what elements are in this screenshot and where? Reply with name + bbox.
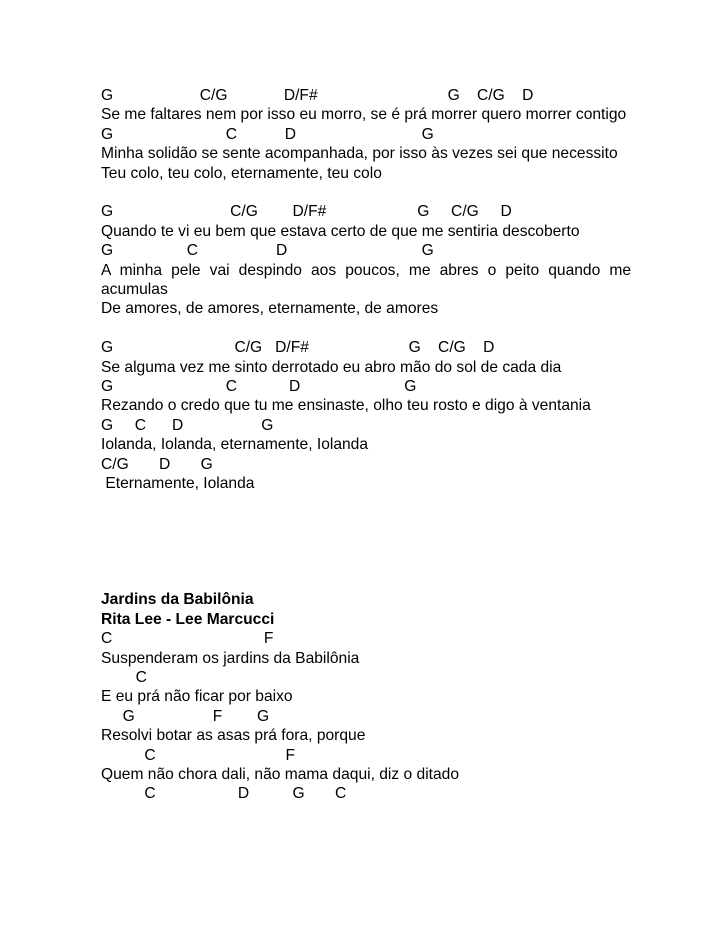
chord-line: G C D G	[101, 242, 434, 260]
chord-line: G C/G D/F# G C/G D	[101, 203, 512, 221]
song-authors: Rita Lee - Lee Marcucci	[101, 610, 275, 628]
chord-line: C/G D G	[101, 455, 213, 473]
chord-line: G C D G	[101, 125, 434, 143]
chord-line: G F G	[101, 707, 270, 725]
lyric-line: Se alguma vez me sinto derrotado eu abro mão do sol de cada dia	[101, 358, 562, 376]
lyric-line: Eternamente, Iolanda	[101, 474, 255, 492]
lyric-line: Iolanda, Iolanda, eternamente, Iolanda	[101, 436, 369, 454]
lyric-line: Se me faltares nem por isso eu morro, se é prá morrer quero morrer contigo	[101, 106, 627, 124]
lyric-line: Resolvi botar as asas prá fora, porque	[101, 727, 366, 745]
chord-line: G C D G	[101, 377, 417, 395]
blank-line	[101, 319, 631, 338]
lyric-line: Suspenderam os jardins da Babilônia	[101, 649, 360, 667]
lyric-line: Quando te vi eu bem que estava certo de que me sentiria descoberto	[101, 222, 580, 240]
chord-line: C D G C	[101, 785, 347, 803]
chord-line: G C/G D/F# G C/G D	[101, 339, 495, 357]
lyric-line: Minha solidão se sente acompanhada, por isso às vezes sei que necessito	[101, 145, 618, 163]
lyric-line: Rezando o credo que tu me ensinaste, olho teu rosto e digo à ventania	[101, 397, 591, 415]
blank-line	[101, 183, 631, 202]
chord-line: C F	[101, 746, 296, 764]
lyric-line: E eu prá não ficar por baixo	[101, 688, 293, 706]
lyric-line: A minha pele vai despindo aos poucos, me abres o peito quando me acumulas	[101, 261, 631, 298]
lyric-line: Teu colo, teu colo, eternamente, teu colo	[101, 164, 382, 182]
document-page	[101, 86, 631, 804]
chord-line: C F	[101, 630, 274, 648]
chord-line: G C/G D/F# G C/G D	[101, 87, 534, 104]
lyric-line: Quem não chora dali, não mama daqui, diz o ditado	[101, 765, 460, 783]
section-gap	[101, 493, 631, 590]
song-title: Jardins da Babilônia	[101, 591, 254, 609]
chord-line: G C D G	[101, 416, 274, 434]
chord-line: C	[101, 668, 147, 686]
lyric-line: De amores, de amores, eternamente, de amores	[101, 300, 439, 318]
